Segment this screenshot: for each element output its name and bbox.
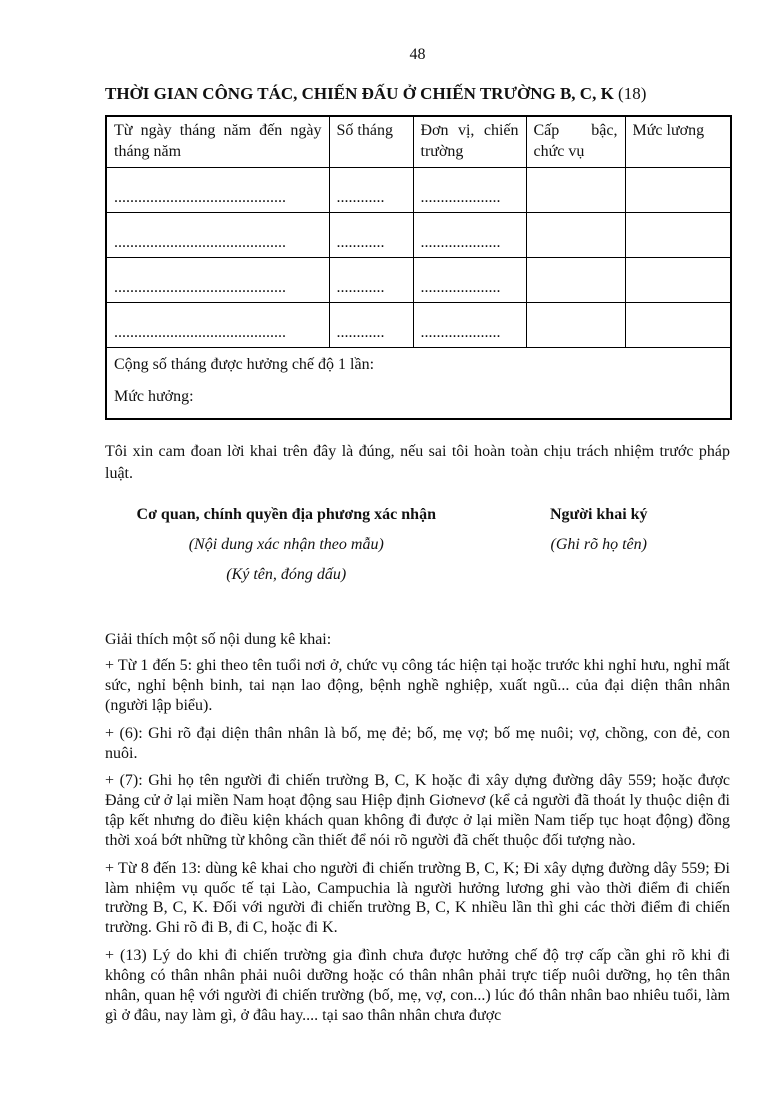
section-title-note-ref: (18) bbox=[618, 84, 647, 103]
summary-cell bbox=[106, 348, 731, 420]
cell-period-dots: ........................................... bbox=[106, 213, 329, 258]
cell-months-dots: ............ bbox=[329, 168, 413, 213]
table-row bbox=[106, 168, 731, 213]
signature-authority-column bbox=[105, 506, 468, 584]
cell-rank-empty bbox=[526, 258, 625, 303]
explanation-item-7: + (7): Ghi họ tên người đi chiến trường B, C, K hoặc đi xây dựng đường dây 559; hoặc được Đảng cử ở lại miền Nam hoạt động sau Hiệp định Giơnevơ (kể cả người đã thoát ly thuộc diện đi tập kết nhưng do điều kiện khách quan không đi được ở lại miền Nam tiếp tục hoạt động) đồng thời xoá bớt những từ không cần thiết để nói rõ người đã chết thuộc đối tượng nào. bbox=[105, 772, 730, 849]
table-summary-row bbox=[106, 348, 731, 420]
explanation-item-8-to-13: + Từ 8 đến 13: dùng kê khai cho người đi chiến trường B, C, K; Đi xây dựng đường dây 559; Đi làm nhiệm vụ quốc tế tại Lào, Campuchia là người hưởng lương ghi vào thời điểm đi chiến trường B, C, K. Đối với người đi chiến trường B, C, K nhiều lần thì ghi các thời điểm đi chiến trường. Ghi rõ đi B, đi C, hoặc đi K. bbox=[105, 859, 730, 937]
signature-block bbox=[105, 506, 730, 584]
explanation-item-13: + (13) Lý do khi đi chiến trường gia đình chưa được hưởng chế độ trợ cấp cần ghi rõ khi đi không có thân nhân phải nuôi dưỡng hoặc có thân nhân phải trực tiếp nuôi dưỡng, họ tên thân nhân, quan hệ với người đi chiến trường (bố, mẹ, vợ, con...) lúc đó thân nhân bao nhiêu tuổi, làm gì ở đâu, nay làm gì, ở đâu hay.... tại sao thân nhân chưa được bbox=[105, 947, 730, 1024]
page-number: 48 bbox=[409, 46, 426, 63]
cell-salary-empty bbox=[625, 303, 731, 348]
cell-months-dots: ............ bbox=[329, 258, 413, 303]
explanation-section bbox=[105, 630, 730, 1026]
cell-salary-empty bbox=[625, 168, 731, 213]
section-title bbox=[105, 84, 730, 104]
cell-unit-dots: .................... bbox=[413, 258, 526, 303]
col-header-salary: Mức lương bbox=[625, 116, 731, 168]
table-header-row bbox=[106, 116, 731, 168]
work-history-table bbox=[105, 115, 732, 420]
signature-declarant-column bbox=[468, 506, 731, 584]
cell-salary-empty bbox=[625, 213, 731, 258]
cell-period-dots: ........................................... bbox=[106, 303, 329, 348]
table-row bbox=[106, 258, 731, 303]
section-title-text: THỜI GIAN CÔNG TÁC, CHIẾN ĐẤU Ở CHIẾN TRƯỜNG B, C, K bbox=[105, 84, 614, 103]
cell-unit-dots: .................... bbox=[413, 303, 526, 348]
explanation-item-6: + (6): Ghi rõ đại diện thân nhân là bố, mẹ đẻ; bố, mẹ vợ; bố mẹ nuôi; vợ, chồng, con đẻ, con nuôi. bbox=[105, 724, 730, 762]
cell-rank-empty bbox=[526, 168, 625, 213]
cell-salary-empty bbox=[625, 258, 731, 303]
cell-unit-dots: .................... bbox=[413, 213, 526, 258]
cell-months-dots: ............ bbox=[329, 303, 413, 348]
summary-benefit-level: Mức hưởng: bbox=[114, 387, 194, 405]
cell-period-dots: ........................................... bbox=[106, 168, 329, 213]
cell-unit-dots: .................... bbox=[413, 168, 526, 213]
declarant-fullname-note: (Ghi rõ họ tên) bbox=[550, 535, 647, 553]
summary-total-months: Cộng số tháng được hưởng chế độ 1 lần: bbox=[114, 356, 375, 373]
declarant-sign-title: Người khai ký bbox=[549, 505, 648, 523]
table-row bbox=[106, 213, 731, 258]
authority-confirmation-note: (Nội dung xác nhận theo mẫu) bbox=[188, 535, 384, 553]
col-header-months: Số tháng bbox=[329, 116, 413, 168]
cell-rank-empty bbox=[526, 303, 625, 348]
table-row bbox=[106, 303, 731, 348]
authority-sign-stamp-note: (Ký tên, đóng dấu) bbox=[226, 565, 347, 583]
declaration-paragraph: Tôi xin cam đoan lời khai trên đây là đúng, nếu sai tôi hoàn toàn chịu trách nhiệm trước pháp luật. bbox=[105, 443, 730, 482]
cell-months-dots: ............ bbox=[329, 213, 413, 258]
explanation-heading: Giải thích một số nội dung kê khai: bbox=[105, 630, 332, 648]
cell-rank-empty bbox=[526, 213, 625, 258]
authority-confirmation-title: Cơ quan, chính quyền địa phương xác nhận bbox=[136, 505, 436, 523]
col-header-period: Từ ngày tháng năm đến ngày tháng năm bbox=[106, 116, 329, 168]
explanation-item-1-to-5: + Từ 1 đến 5: ghi theo tên tuổi nơi ở, chức vụ công tác hiện tại hoặc trước khi nghỉ hưu, nghỉ mất sức, nghỉ bệnh binh, tai nạn lao động, bệnh nghề nghiệp, xuất ngũ... của đại diện thân nhân (người lập biểu). bbox=[105, 657, 730, 714]
cell-period-dots: ........................................... bbox=[106, 258, 329, 303]
col-header-unit-battlefield: Đơn vị, chiến trường bbox=[413, 116, 526, 168]
col-header-rank-position: Cấp bậc, chức vụ bbox=[526, 116, 625, 168]
